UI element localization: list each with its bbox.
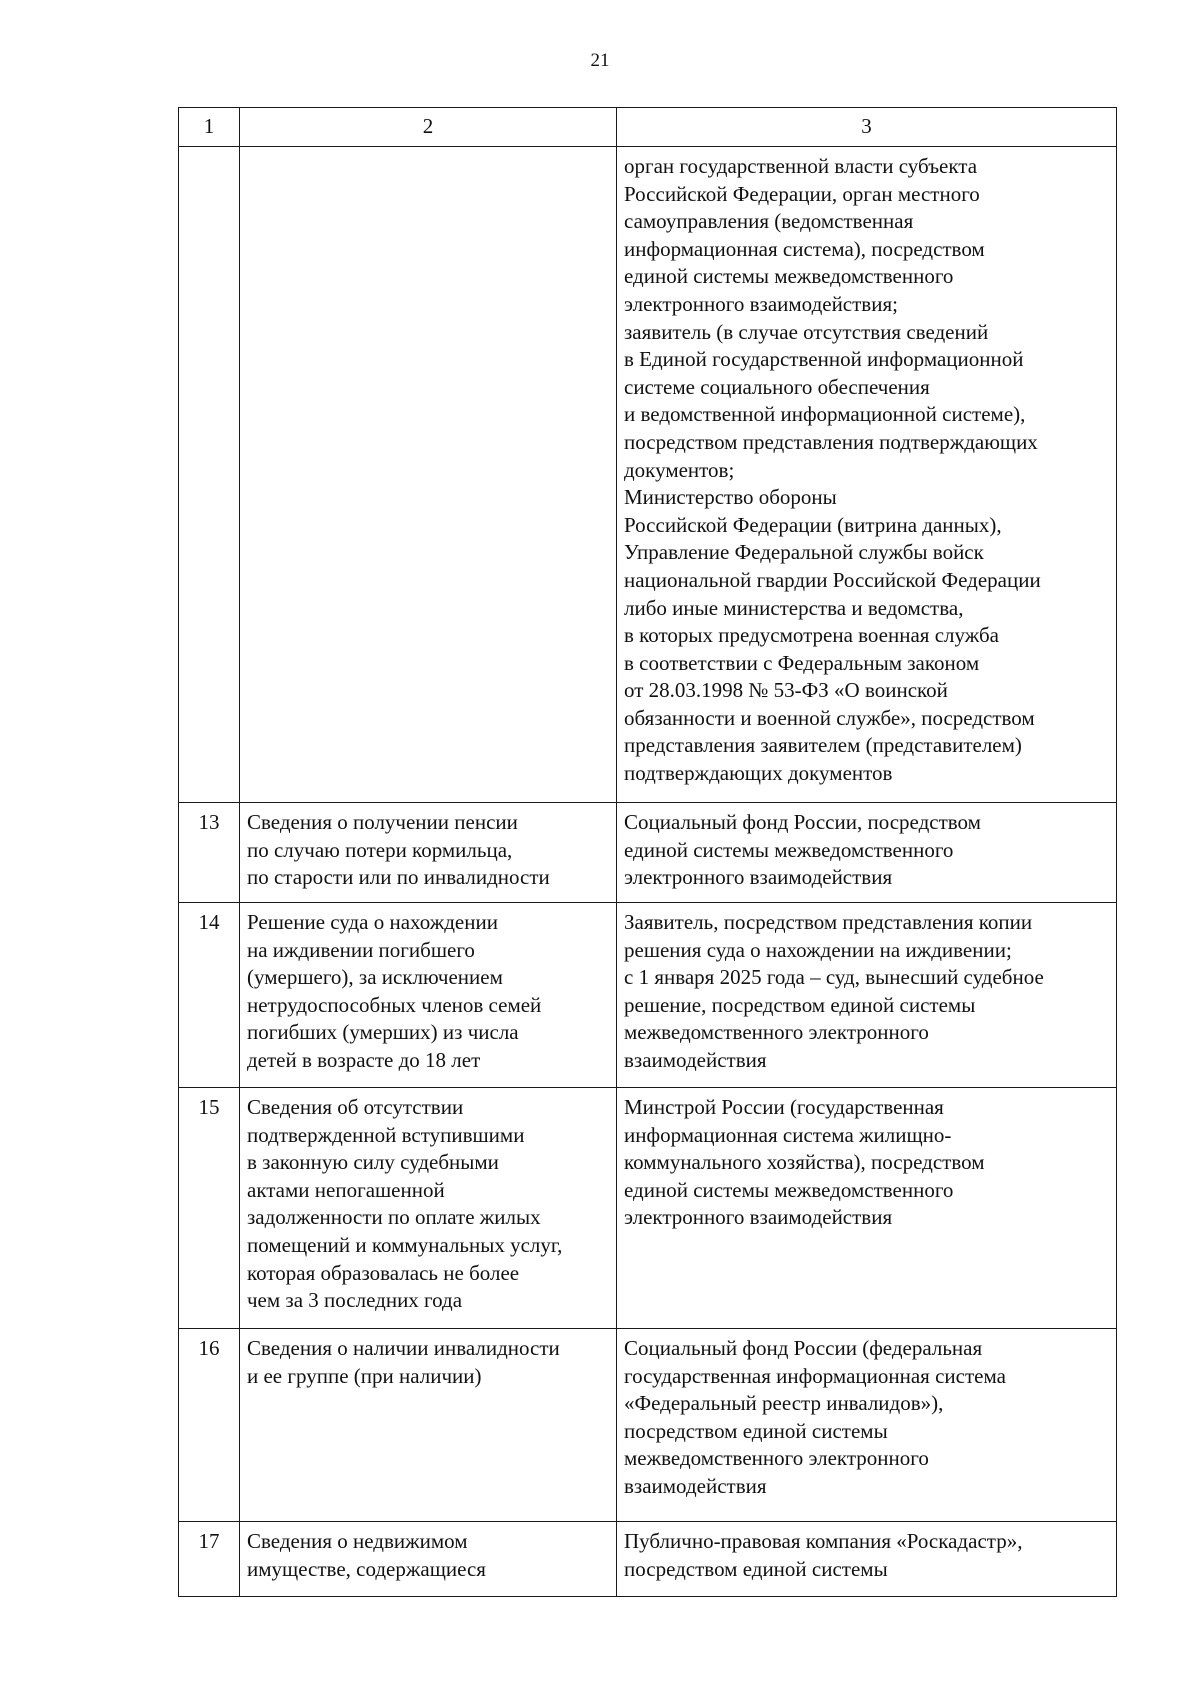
- cell-text-line: электронного взаимодействия;: [624, 291, 898, 316]
- cell-text-line: посредством представления подтверждающих: [624, 429, 1038, 454]
- cell-text-line: по случаю потери кормильца,: [247, 837, 513, 862]
- cell-text-line: и ведомственной информационной системе),: [624, 402, 1026, 427]
- cell-text-line: Сведения о получении пенсии: [247, 810, 518, 834]
- cell-text-line: системе социального обеспечения: [624, 374, 930, 399]
- cell-text-line: Минстрой России (государственная: [624, 1095, 944, 1119]
- table-header-row: [179, 108, 1117, 147]
- table-row: [179, 147, 1117, 803]
- cell-text-line: Министерство обороны: [624, 485, 837, 510]
- information-cell: [240, 1522, 617, 1597]
- cell-text-line: которая образовалась не более: [247, 1260, 520, 1285]
- cell-text-line: национальной гвардии Российской Федерации: [624, 567, 1041, 592]
- cell-text-line: посредством единой системы: [624, 1418, 888, 1443]
- cell-text-line: в соответствии с Федеральным законом: [624, 650, 980, 675]
- row-number-cell: 16: [179, 1329, 240, 1522]
- table-row: [179, 1329, 1117, 1522]
- cell-text-line: Публично-правовая компания «Роскадастр»,: [624, 1529, 1023, 1553]
- information-cell: [240, 147, 617, 803]
- cell-text-line: в которых предусмотрена военная служба: [624, 623, 999, 648]
- information-cell: [240, 1329, 617, 1522]
- column-header-3: 3: [617, 108, 1117, 147]
- row-number-cell: [179, 147, 240, 803]
- cell-text-line: актами непогашенной: [247, 1177, 445, 1202]
- cell-text-line: на иждивении погибшего: [247, 937, 475, 962]
- row-number-cell: 13: [179, 803, 240, 903]
- cell-text-line: межведомственного электронного: [624, 1446, 929, 1471]
- cell-text-line: посредством единой системы: [624, 1556, 888, 1581]
- cell-text-line: (умершего), за исключением: [247, 965, 503, 990]
- cell-text-line: информационная система), посредством: [624, 236, 985, 261]
- cell-text-line: в Единой государственной информационной: [624, 347, 1024, 372]
- column-header-1: 1: [179, 108, 240, 147]
- source-cell: [617, 147, 1117, 803]
- column-header-2: 2: [240, 108, 617, 147]
- cell-text-line: документов;: [624, 457, 735, 482]
- cell-text-line: чем за 3 последних года: [247, 1288, 463, 1313]
- cell-text-line: Социальный фонд России (федеральная: [624, 1336, 983, 1360]
- cell-text-line: представления заявителем (представителем): [624, 733, 1022, 758]
- information-cell: [240, 803, 617, 903]
- information-cell: [240, 1088, 617, 1329]
- information-cell: [240, 903, 617, 1088]
- cell-text-line: Сведения о наличии инвалидности: [247, 1336, 560, 1360]
- row-number-cell: 14: [179, 903, 240, 1088]
- cell-text-line: подтверждающих документов: [624, 761, 893, 786]
- cell-text-line: помещений и коммунальных услуг,: [247, 1232, 563, 1257]
- cell-text-line: с 1 января 2025 года – суд, вынесший судебное: [624, 965, 1044, 990]
- cell-text-line: имуществе, содержащиеся: [247, 1556, 486, 1581]
- cell-text-line: орган государственной власти субъекта: [624, 154, 978, 178]
- cell-text-line: информационная система жилищно-: [624, 1122, 952, 1147]
- table-row: [179, 803, 1117, 903]
- source-cell: [617, 1329, 1117, 1522]
- cell-text-line: Заявитель, посредством представления копии: [624, 910, 1033, 934]
- cell-text-line: подтвержденной вступившими: [247, 1122, 525, 1147]
- cell-text-line: Российской Федерации (витрина данных),: [624, 512, 1002, 537]
- source-cell: [617, 1088, 1117, 1329]
- cell-text-line: единой системы межведомственного: [624, 837, 954, 862]
- cell-text-line: от 28.03.1998 № 53-ФЗ «О воинской: [624, 678, 948, 703]
- cell-text-line: Российской Федерации, орган местного: [624, 181, 980, 206]
- source-cell: [617, 803, 1117, 903]
- cell-text-line: Сведения о недвижимом: [247, 1529, 468, 1553]
- cell-text-line: по старости или по инвалидности: [247, 865, 550, 890]
- table-row: [179, 903, 1117, 1088]
- cell-text-line: обязанности и военной службе», посредством: [624, 705, 1035, 730]
- table-row: [179, 1088, 1117, 1329]
- source-cell: [617, 1522, 1117, 1597]
- cell-text-line: государственная информационная система: [624, 1363, 1006, 1388]
- cell-text-line: Управление Федеральной службы войск: [624, 540, 984, 565]
- cell-text-line: либо иные министерства и ведомства,: [624, 595, 964, 620]
- cell-text-line: коммунального хозяйства), посредством: [624, 1150, 985, 1175]
- cell-text-line: единой системы межведомственного: [624, 1177, 954, 1202]
- cell-text-line: взаимодействия: [624, 1047, 767, 1072]
- table-row: [179, 1522, 1117, 1597]
- cell-text-line: Социальный фонд России, посредством: [624, 810, 981, 834]
- document-table: [178, 107, 1117, 1597]
- cell-text-line: межведомственного электронного: [624, 1020, 929, 1045]
- cell-text-line: детей в возрасте до 18 лет: [247, 1047, 481, 1072]
- row-number-cell: 17: [179, 1522, 240, 1597]
- row-number-cell: 15: [179, 1088, 240, 1329]
- cell-text-line: погибших (умерших) из числа: [247, 1020, 519, 1045]
- page-number: 21: [590, 50, 610, 71]
- cell-text-line: решения суда о нахождении на иждивении;: [624, 937, 1012, 962]
- cell-text-line: Решение суда о нахождении: [247, 910, 498, 934]
- source-cell: [617, 903, 1117, 1088]
- cell-text-line: решение, посредством единой системы: [624, 992, 976, 1017]
- cell-text-line: и ее группе (при наличии): [247, 1363, 482, 1388]
- cell-text-line: заявитель (в случае отсутствия сведений: [624, 319, 989, 344]
- cell-text-line: взаимодействия: [624, 1473, 767, 1498]
- cell-text-line: электронного взаимодействия: [624, 1205, 893, 1230]
- cell-text-line: единой системы межведомственного: [624, 264, 954, 289]
- cell-text-line: задолженности по оплате жилых: [247, 1205, 541, 1230]
- cell-text-line: в законную силу судебными: [247, 1150, 499, 1175]
- cell-text-line: нетрудоспособных членов семей: [247, 992, 542, 1017]
- cell-text-line: самоуправления (ведомственная: [624, 209, 914, 234]
- cell-text-line: электронного взаимодействия: [624, 865, 893, 890]
- cell-text-line: «Федеральный реестр инвалидов»),: [624, 1391, 944, 1416]
- cell-text-line: Сведения об отсутствии: [247, 1095, 464, 1119]
